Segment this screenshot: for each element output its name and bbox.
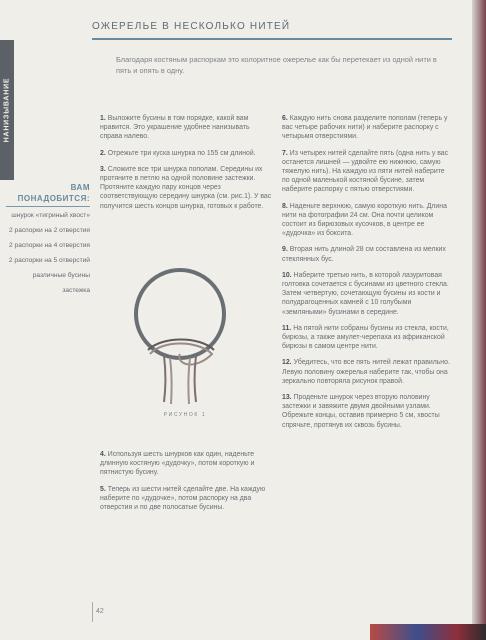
- page-header: [92, 20, 462, 40]
- material-item: застежка: [62, 287, 90, 294]
- bottom-edge-decoration: [370, 624, 486, 640]
- step-item: 3. Сложите все три шнурка пополам. Середины их протяните в петлю на одной половине застежки. Протяните каждую пару концов через соответствующую середину шнурка (см. рис.1). У вас получится шесть концов шнурка, готовых к работе.: [100, 165, 272, 210]
- intro-text: Благодаря костяным распоркам это колоритное ожерелье как бы перетекает из одной нити в пять и опять в одну.: [116, 55, 437, 75]
- material-item: 2 распорки на 5 отверстий: [8, 257, 90, 264]
- material-item: 2 распорки на 2 отверстия: [9, 227, 90, 234]
- step-item: 5. Теперь из шести нитей сделайте две. На каждую наберите по «дудочке», потом распорку на два отверстия и по две полосатые бусины.: [100, 485, 266, 512]
- step-item: 11. На пятой нити собраны бусины из стекла, кости, бирюзы, а также амулет-черепаха из африканской бирюзы в самом центре нити.: [282, 324, 449, 351]
- steps-column-left: [100, 114, 272, 218]
- page-title: ОЖЕРЕЛЬЕ В НЕСКОЛЬКО НИТЕЙ: [92, 21, 291, 32]
- cord-end-right-2: [195, 356, 197, 402]
- cord-end-right-1: [188, 358, 190, 404]
- material-item: 2 распорки на 4 отверстия: [9, 242, 90, 249]
- step-item: 9. Вторая нить длиной 28 см составлена из мелких стеклянных бус.: [282, 246, 446, 263]
- step-item: 2. Отрежьте три куска шнурка по 155 см длиной.: [100, 149, 256, 157]
- step-item: 6. Каждую нить снова разделите пополам (теперь у вас четыре рабочих нити) и наберите распорку с четырьмя отверстиями.: [282, 115, 448, 141]
- sidebar: [0, 0, 92, 640]
- clasp-ring: [136, 270, 224, 358]
- materials-title-line2: ПОНАДОБИТСЯ:: [17, 194, 90, 203]
- cord-end-left-1: [164, 356, 166, 402]
- step-item: 10. Наберите третью нить, в которой лазуритовая голтовка сочетается с бусинами из цветного стекла. Затем четвертую, сочетающую бусины из кости и полудрагоценных камней с 10 голубыми «земляными» бусинами в середине.: [282, 271, 449, 316]
- page-edge-decoration: [472, 0, 486, 640]
- figure-knot-diagram: [120, 262, 250, 417]
- step-item: 4. Используя шесть шнурков как один, наденьте длинную костяную «дудочку», потом короткую и пятнистую бусину.: [100, 451, 255, 477]
- page-number: 42: [96, 608, 104, 615]
- materials-title-line1: ВАМ: [70, 183, 90, 192]
- cord-end-left-2: [170, 358, 172, 404]
- footer-divider: [92, 602, 93, 622]
- step-item: 8. Наденьте верхнюю, самую короткую нить. Длина нити на фотографии 24 см. Она почти целиком состоит из бирюзовых кусочков, в центре ее «дудочка» из боксита.: [282, 202, 447, 238]
- step-item: 12. Убедитесь, что все пять нитей лежат правильно. Левую половину ожерелья наберите так, чтобы она зеркально повторяла рисунок правой.: [282, 359, 450, 385]
- step-item: 13. Проденьте шнурок через вторую половину застежки и завяжите двумя двойными узлами. Обрежьте концы, оставив примерно 5 см, хвосты спрячьте, протянув их сквозь бусины.: [282, 394, 440, 429]
- section-tab: [0, 40, 14, 180]
- step-item: 1. Выложите бусины в том порядке, какой вам нравится. Это украшение удобнее нанизывать справа налево.: [100, 115, 250, 141]
- section-tab-label: НАНИЗЫВАНИЕ: [3, 77, 11, 143]
- step-item: 7. Из четырех нитей сделайте пять (одна нить у вас останется лишней — удвойте ею нижнюю, самую тяжелую нить). На каждую из пяти нитей наберите по одной маленькой костяной бусине, затем наберите распорку с пятью отверстиями.: [282, 149, 449, 194]
- figure-caption: РИСУНОК 1: [163, 412, 207, 418]
- steps-column-right: [282, 114, 454, 437]
- steps-column-left-bottom: [100, 450, 272, 519]
- material-item: шнурок «тигриный хвост»: [11, 212, 90, 219]
- material-item: различные бусины: [32, 272, 90, 279]
- materials-divider: [6, 206, 90, 207]
- header-divider: [92, 38, 452, 40]
- materials-box: [6, 182, 90, 301]
